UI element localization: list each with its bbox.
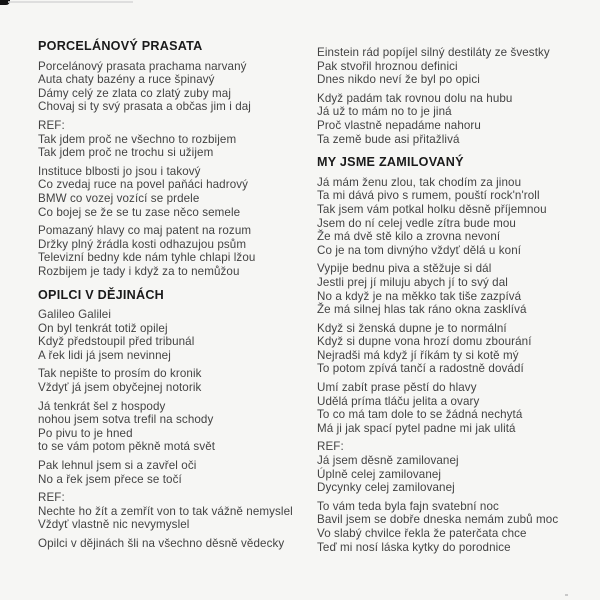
- lyric-line: Rozbijem je tady i když za to nemůžou: [38, 264, 240, 278]
- stanza: [317, 381, 579, 435]
- lyric-line: Že má dvě stě kilo a zrovna nevoní: [317, 230, 501, 244]
- stanza: [317, 92, 579, 146]
- stanza: [317, 46, 579, 87]
- lyric-line: Vždyť vlastně nic nevymyslel: [38, 518, 190, 532]
- lyric-line: Držky plný žrádla kosti odhazujou psům: [38, 237, 247, 251]
- lyric-line: Udělá príma tláču jelita a ovary: [317, 394, 480, 408]
- lyric-line: Tak jdem proč ne trochu si užijem: [38, 146, 214, 160]
- lyric-line: A řek lidi já jsem nevinnej: [38, 348, 171, 362]
- stanza: [38, 400, 300, 454]
- lyric-line: Opilci v dějinách šli na všechno děsně vědecky: [38, 537, 285, 550]
- lyric-line: To potom zpívá tančí a radostně dovádí: [317, 362, 524, 376]
- lyric-line: Televizní bedny kde nám tyhle chlapi lžou: [38, 251, 256, 265]
- stanza: [38, 60, 300, 114]
- lyric-line: Ta země bude asi přitažlivá: [317, 132, 460, 146]
- lyric-line: Jestli prej jí miluju abych jí to svý dal: [317, 275, 508, 289]
- lyric-line: To co má tam dole to se žádná nechytá: [317, 408, 523, 422]
- lyric-line: Pak stvořil hroznou definici: [317, 59, 458, 73]
- lyric-line: Galileo Galilei: [38, 308, 112, 322]
- stanza: [317, 176, 579, 258]
- lyric-line: Že má silnej hlas tak ráno okna zasklívá: [317, 303, 527, 317]
- lyric-line: Když si ženská dupne je to normální: [317, 321, 507, 335]
- stanza: [38, 537, 300, 551]
- lyric-line: REF:: [38, 491, 65, 505]
- lyric-line: Já už to mám no to je jiná: [317, 105, 452, 119]
- lyric-line: Porcelánový prasata prachama narvaný: [38, 59, 247, 73]
- lyric-line: Po pivu to je hned: [38, 426, 133, 440]
- lyric-line: Dámy celý ze zlata co zlatý zuby maj: [38, 86, 232, 100]
- lyric-line: Co zvedaj ruce na povel paňáci hadrový: [38, 178, 249, 192]
- song-title: MY JSME ZAMILOVANÝ: [317, 155, 464, 170]
- lyric-line: Já mám ženu zlou, tak chodím za jinou: [317, 175, 522, 189]
- lyric-line: Jsem do ní celej vedle zítra bude mou: [317, 216, 516, 230]
- lyric-line: REF:: [317, 440, 344, 454]
- lyric-line: Umí zabít prase pěstí do hlavy: [317, 381, 477, 395]
- lyric-line: Já tenkrát šel z hospody: [38, 399, 166, 413]
- lyric-line: Dnes nikdo neví že byl po opici: [317, 73, 480, 87]
- stanza: [317, 322, 579, 376]
- lyric-line: Co bojej se že se tu zase něco semele: [38, 205, 241, 219]
- lyric-line: Když předstoupil před tribunál: [38, 335, 195, 349]
- lyric-line: Když padám tak rovnou dolu na hubu: [317, 91, 513, 105]
- lyric-line: Co je na tom divnýho vždyť dělá u koní: [317, 243, 522, 257]
- lyric-line: Tak jdem proč ne všechno to rozbijem: [38, 132, 237, 146]
- stanza: [38, 308, 300, 362]
- lyric-line: Když si dupne vona hrozí domu zbourání: [317, 335, 532, 349]
- lyric-line: Nechte ho žít a zemřít von to tak vážně nemyslel: [38, 504, 293, 518]
- lyric-line: Nejradši má když jí říkám ty si kotě mý: [317, 348, 519, 362]
- stanza: [317, 262, 579, 316]
- stanza: [317, 440, 579, 494]
- song-title: PORCELÁNOVÝ PRASATA: [38, 39, 203, 53]
- lyric-line: Ta mi dává pivo s rumem, pouští rock'n'roll: [317, 189, 540, 203]
- stanza: [317, 500, 579, 554]
- lyric-line: No a když je na měkko tak tiše zazpívá: [317, 289, 522, 303]
- lyric-line: Proč vlastně nepadáme nahoru: [317, 118, 481, 132]
- lyric-line: No a řek jsem přece se točí: [38, 472, 182, 486]
- lyric-line: Vypije bednu piva a stěžuje si dál: [317, 262, 492, 276]
- stanza: [38, 367, 300, 394]
- lyric-line: Vždyť já jsem obyčejnej notorik: [38, 381, 202, 395]
- lyric-line: BMW co vozej vozící se prdele: [38, 191, 200, 205]
- lyric-line: Auta chaty bazény a ruce špinavý: [38, 73, 215, 87]
- lyric-line: Bavil jsem se dobře dneska nemám zubů moc: [317, 513, 559, 527]
- lyric-line: Tak nepište to prosím do kronik: [38, 367, 202, 381]
- lyric-line: to se vám potom pěkně motá svět: [38, 440, 216, 454]
- lyric-line: Instituce blbosti jo jsou i takový: [38, 164, 201, 178]
- stanza: [38, 224, 300, 278]
- lyrics-column-left: [38, 40, 300, 556]
- dust-speck: [565, 594, 568, 596]
- lyric-line: Pak lehnul jsem si a zavřel oči: [38, 459, 197, 473]
- song-title: OPILCI V DĚJINÁCH: [38, 287, 165, 302]
- lyric-line: Má ji jak spací pytel padne mi jak ulitá: [317, 421, 516, 435]
- lyric-line: Teď mi nosí láska kytky do porodnice: [317, 540, 511, 554]
- lyric-line: On byl tenkrát totiž opilej: [38, 321, 168, 335]
- lyrics-column-right: [317, 46, 579, 559]
- lyric-line: Pomazaný hlavy co maj patent na rozum: [38, 224, 252, 238]
- stanza: [38, 459, 300, 486]
- lyric-line: Tak jsem vám potkal holku děsně příjemnou: [317, 202, 547, 216]
- lyric-line: Vo slabý chvilce řekla že paterčata chce: [317, 527, 527, 540]
- lyric-line: To vám teda byla fajn svatební noc: [317, 499, 499, 513]
- stanza: [38, 165, 300, 219]
- lyric-line: Dycynky celej zamilovanej: [317, 481, 455, 495]
- lyric-line: Úplně celej zamilovanej: [317, 467, 442, 481]
- lyric-line: nohou jsem sotva trefil na schody: [38, 413, 214, 427]
- scan-streak-top: [8, 1, 133, 3]
- lyric-line: Chovaj si ty svý prasata a občas jim i daj: [38, 100, 251, 114]
- stanza: [38, 119, 300, 160]
- stanza: [38, 491, 300, 532]
- lyric-line: REF:: [38, 118, 65, 132]
- lyric-line: Einstein rád popíjel silný destiláty ze švestky: [317, 46, 550, 59]
- lyric-line: Já jsem děsně zamilovanej: [317, 454, 459, 468]
